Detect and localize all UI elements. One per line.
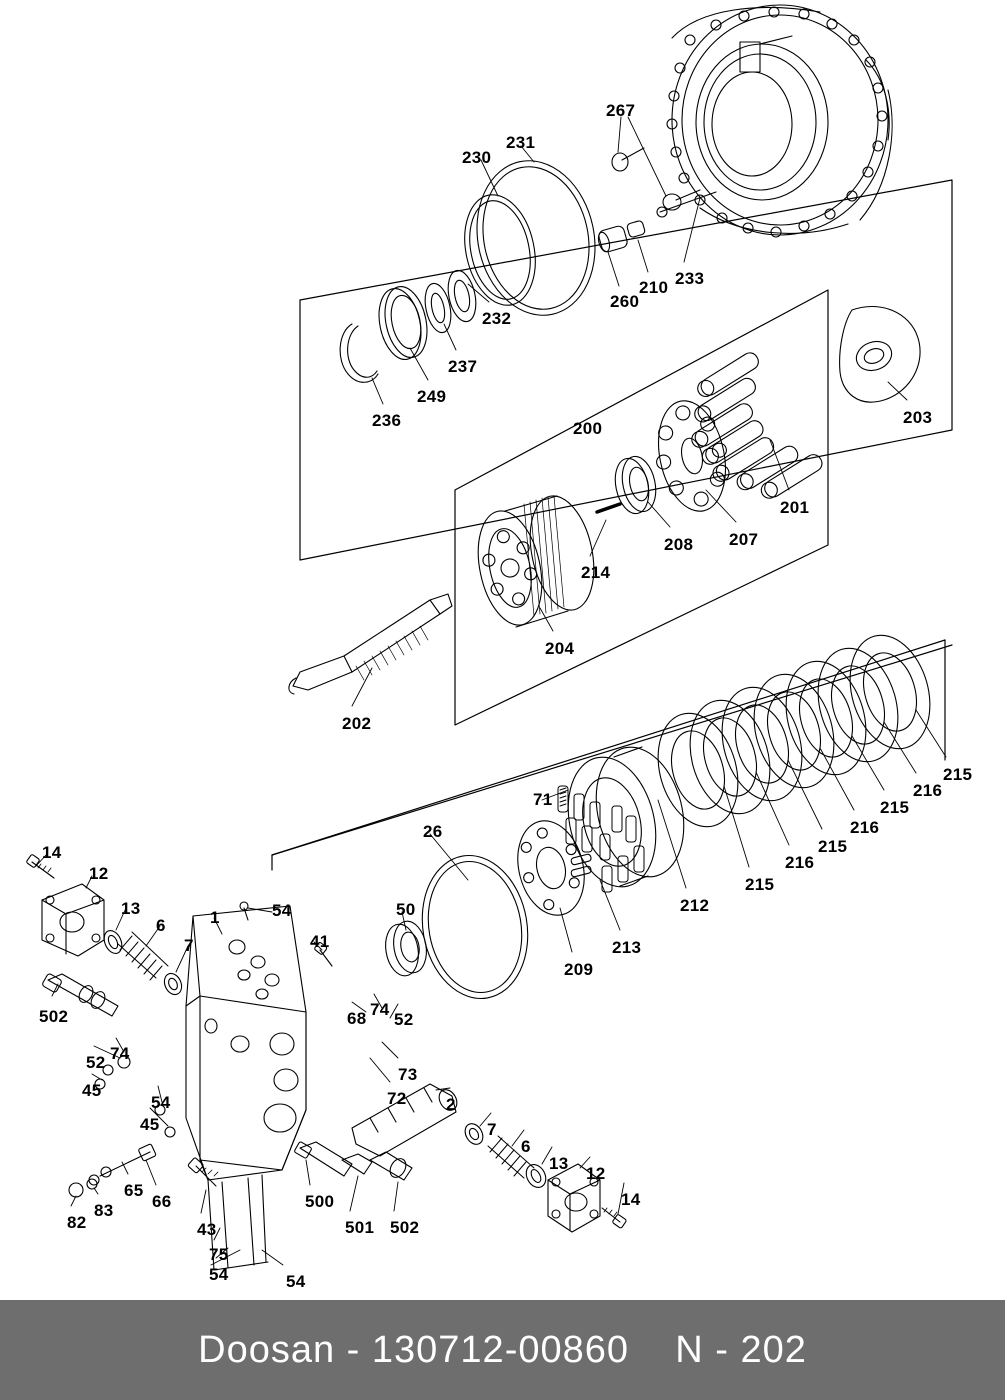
o-ring-26 — [411, 847, 538, 1007]
callout-52-left: 52 — [86, 1053, 106, 1072]
callout-233: 233 — [675, 269, 705, 288]
swash-plate-203 — [840, 306, 920, 402]
callout-500: 500 — [305, 1192, 335, 1211]
cartridge-502-bottom — [370, 1152, 412, 1180]
callout-249: 249 — [417, 387, 447, 406]
callout-216-a: 216 — [913, 781, 943, 800]
cartridge-500 — [294, 1141, 352, 1176]
spring-6-left — [118, 932, 168, 980]
springs-71 — [558, 786, 644, 892]
callout-45-b: 45 — [140, 1115, 160, 1134]
washer-13-right — [522, 1161, 549, 1191]
seal-232 — [444, 268, 480, 324]
pin-210 — [626, 220, 645, 238]
callout-7-left: 7 — [184, 936, 194, 955]
callout-201: 201 — [780, 498, 810, 517]
callout-65: 65 — [124, 1181, 144, 1200]
callout-232: 232 — [482, 309, 512, 328]
callout-207: 207 — [729, 530, 759, 549]
callout-215-a: 215 — [943, 765, 973, 784]
callout-13-right: 13 — [549, 1154, 569, 1173]
callout-54-d: 54 — [286, 1272, 306, 1291]
footer-part-label: Doosan - 130712-00860 N - 202 — [198, 1328, 807, 1371]
callout-14-left: 14 — [42, 843, 62, 862]
bolt-14-right — [602, 1208, 627, 1229]
callout-200: 200 — [573, 419, 603, 438]
group-frame-middle — [455, 290, 828, 725]
callout-52-right: 52 — [394, 1010, 414, 1029]
callout-215-d: 215 — [745, 875, 775, 894]
callout-41: 41 — [310, 932, 330, 951]
callout-237: 237 — [448, 357, 478, 376]
pin-214 — [597, 504, 620, 512]
callout-83: 83 — [94, 1201, 114, 1220]
callout-7-right: 7 — [487, 1120, 497, 1139]
callout-72: 72 — [387, 1089, 407, 1108]
callout-66: 66 — [152, 1192, 172, 1211]
fastener-group-left — [95, 902, 248, 1137]
motor-hub-housing — [667, 5, 892, 237]
callout-213: 213 — [612, 938, 642, 957]
callout-204: 204 — [545, 639, 575, 658]
callout-12-left: 12 — [89, 864, 109, 883]
callout-54-c: 54 — [209, 1265, 229, 1284]
callout-26: 26 — [423, 822, 443, 841]
callout-74-right: 74 — [370, 1000, 390, 1019]
cylinder-block-207 — [646, 395, 737, 518]
callout-71: 71 — [533, 790, 553, 809]
callout-6-left: 6 — [156, 916, 166, 935]
callout-14-right: 14 — [621, 1190, 641, 1209]
washer-7-right — [462, 1120, 487, 1147]
callout-214: 214 — [581, 563, 611, 582]
drive-shaft-202 — [289, 594, 452, 694]
callout-210: 210 — [639, 278, 669, 297]
callout-12-right: 12 — [586, 1164, 606, 1183]
callout-1: 1 — [210, 908, 220, 927]
washer-7-left — [161, 971, 185, 998]
cartridge-501 — [342, 1154, 372, 1174]
seal-237 — [421, 281, 455, 335]
port-block-12-left — [42, 884, 104, 956]
callout-43: 43 — [197, 1220, 217, 1239]
callout-74-left: 74 — [110, 1044, 130, 1063]
footer-bar — [0, 1300, 1005, 1400]
callout-54-b: 54 — [151, 1093, 171, 1112]
callout-230: 230 — [462, 148, 492, 167]
callout-260: 260 — [610, 292, 640, 311]
callout-6-right: 6 — [521, 1137, 531, 1156]
callout-212: 212 — [680, 896, 710, 915]
callout-73: 73 — [398, 1065, 418, 1084]
callout-216-c: 216 — [785, 853, 815, 872]
bearing-249 — [373, 283, 433, 364]
callout-215-b: 215 — [880, 798, 910, 817]
snap-ring-236 — [340, 324, 378, 382]
callout-236: 236 — [372, 411, 402, 430]
callout-502-left: 502 — [39, 1007, 69, 1026]
callout-215-c: 215 — [818, 837, 848, 856]
callout-45-a: 45 — [82, 1081, 102, 1100]
bolt-82-83 — [69, 1179, 97, 1197]
piston-set-201 — [668, 350, 825, 519]
callout-202: 202 — [342, 714, 372, 733]
callout-54-a: 54 — [272, 901, 292, 920]
callout-203: 203 — [903, 408, 933, 427]
plug-260 — [596, 225, 628, 253]
leader-lines — [36, 117, 946, 1265]
callout-75: 75 — [209, 1245, 229, 1264]
callout-502-bottom: 502 — [390, 1218, 420, 1237]
callout-208: 208 — [664, 535, 694, 554]
callout-231: 231 — [506, 133, 536, 152]
callout-68: 68 — [347, 1009, 367, 1028]
callout-13-left: 13 — [121, 899, 141, 918]
callout-501: 501 — [345, 1218, 375, 1237]
callout-82: 82 — [67, 1213, 87, 1232]
rotor-204 — [469, 490, 604, 631]
callout-209: 209 — [564, 960, 594, 979]
callout-2: 2 — [446, 1095, 456, 1114]
callout-216-b: 216 — [850, 818, 880, 837]
valve-body-1 — [186, 906, 306, 1270]
callout-50: 50 — [396, 900, 416, 919]
o-ring-231 — [463, 150, 609, 327]
callout-267: 267 — [606, 101, 636, 120]
